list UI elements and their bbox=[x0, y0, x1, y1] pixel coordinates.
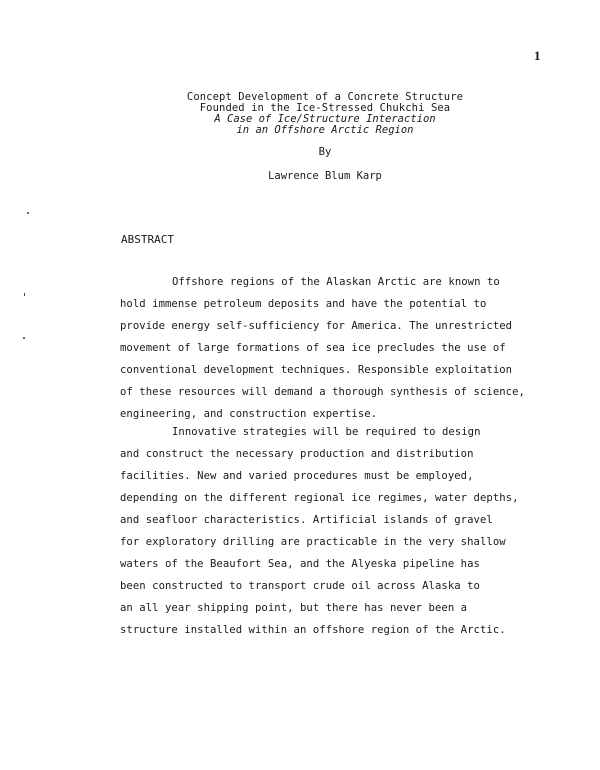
title-line-1: Concept Development of a Concrete Structure bbox=[186, 91, 464, 103]
paragraph-line: and seafloor characteristics. Artificial islands of gravel bbox=[120, 514, 493, 526]
by-line: By bbox=[318, 146, 332, 158]
abstract-paragraph-2 bbox=[120, 421, 530, 641]
subtitle-line-1: A Case of Ice/Structure Interaction bbox=[214, 113, 436, 125]
paragraph-line: Offshore regions of the Alaskan Arctic are known to bbox=[172, 276, 500, 288]
paragraph-line: structure installed within an offshore region of the Arctic. bbox=[120, 624, 506, 636]
paragraph-line: been constructed to transport crude oil across Alaska to bbox=[120, 580, 480, 592]
scan-speck bbox=[24, 293, 25, 296]
paragraph-line: an all year shipping point, but there has never been a bbox=[120, 602, 468, 614]
subtitle-line-2: in an Offshore Arctic Region bbox=[236, 124, 414, 136]
scan-speck bbox=[23, 337, 25, 339]
paragraph-line: provide energy self-sufficiency for America. The unrestricted bbox=[120, 320, 513, 332]
paragraph-line: movement of large formations of sea ice precludes the use of bbox=[120, 342, 506, 354]
scan-speck bbox=[27, 212, 29, 214]
paragraph-line: waters of the Beaufort Sea, and the Alyeska pipeline has bbox=[120, 558, 480, 570]
paragraph-line: hold immense petroleum deposits and have the potential to bbox=[120, 298, 487, 310]
abstract-heading: ABSTRACT bbox=[121, 233, 174, 246]
paragraph-line: for exploratory drilling are practicable in the very shallow bbox=[120, 536, 506, 548]
author-name: Lawrence Blum Karp bbox=[268, 170, 382, 182]
paragraph-line: of these resources will demand a thorough synthesis of science, bbox=[120, 386, 525, 398]
paragraph-line: Innovative strategies will be required to design bbox=[172, 426, 481, 438]
paragraph-line: and construct the necessary production and distribution bbox=[120, 448, 474, 460]
paragraph-line: conventional development techniques. Responsible exploitation bbox=[120, 364, 513, 376]
abstract-paragraph-1 bbox=[120, 271, 530, 425]
paragraph-line: engineering, and construction expertise. bbox=[120, 408, 378, 420]
title-line-2: Founded in the Ice-Stressed Chukchi Sea bbox=[199, 102, 451, 114]
title-block bbox=[0, 92, 600, 136]
paragraph-line: facilities. New and varied procedures must be employed, bbox=[120, 470, 474, 482]
page-number: 1 bbox=[534, 48, 541, 63]
paragraph-line: depending on the different regional ice regimes, water depths, bbox=[120, 492, 519, 504]
